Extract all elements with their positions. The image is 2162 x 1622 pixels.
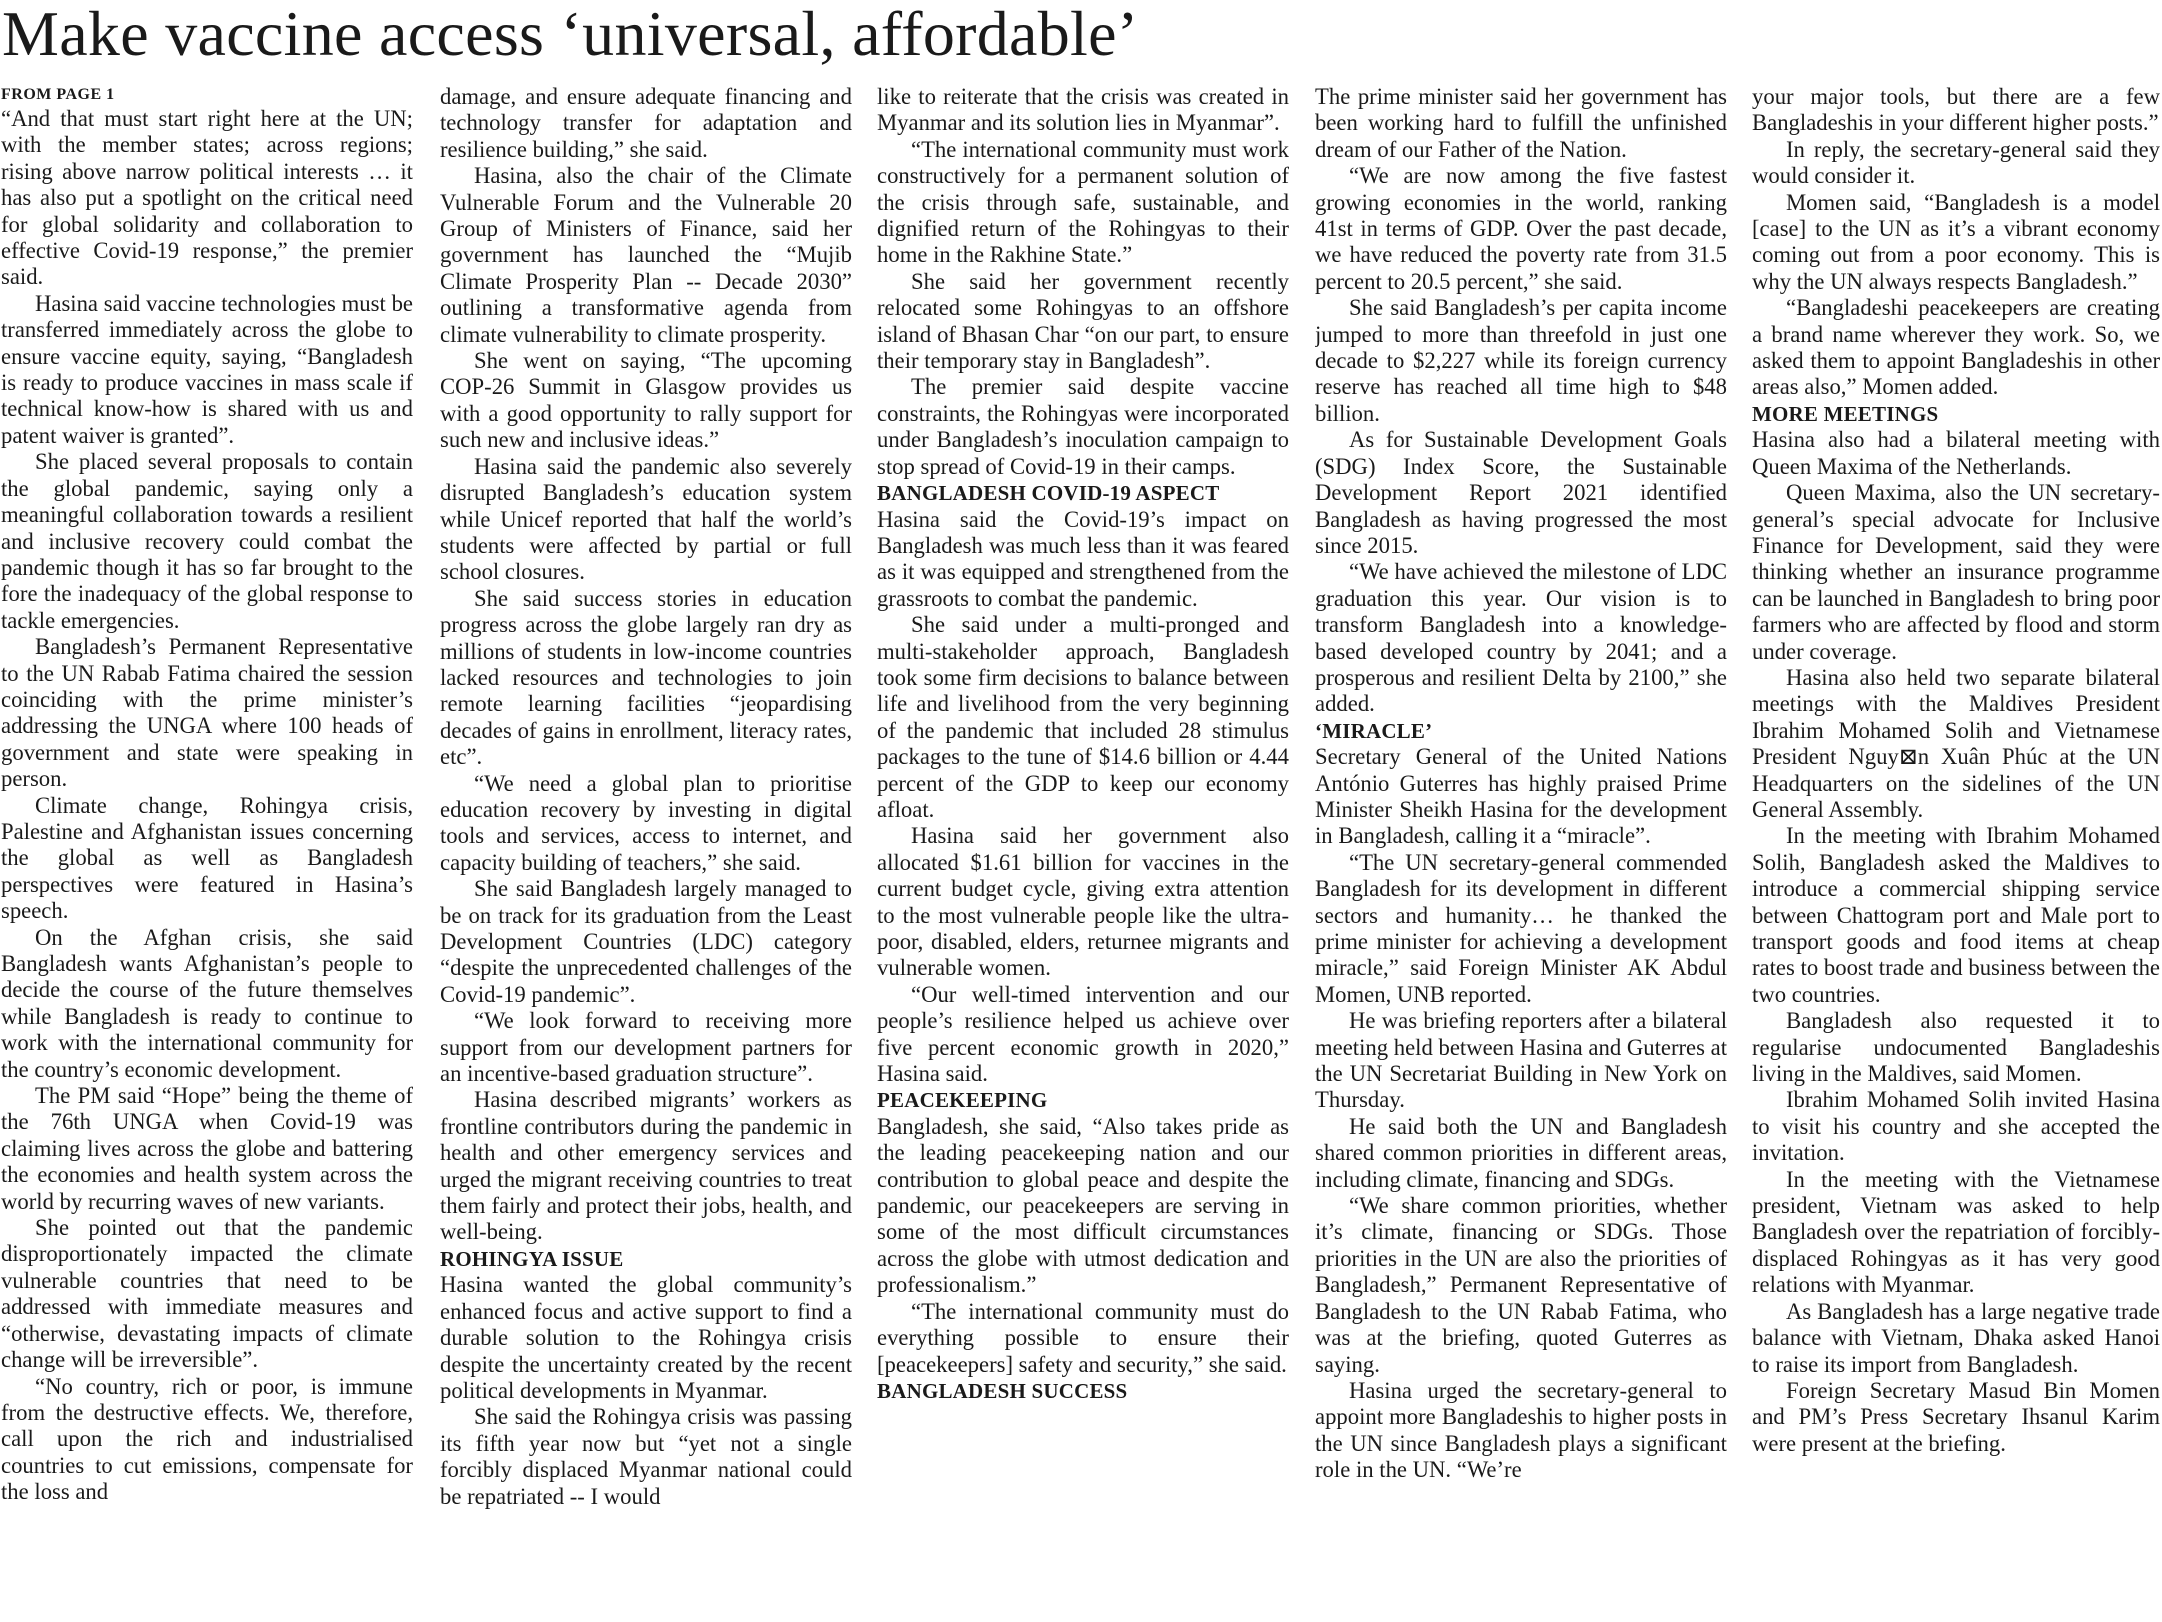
paragraph: She said Bangladesh’s per capita income jumped to more than threefold in just one decade to $2,227 while its foreign currency reserve has reached all time high to $48 billion. — [1315, 295, 1727, 426]
paragraph: Hasina described migrants’ workers as frontline contributors during the pandemic in health and other emergency services and urged the migrant receiving countries to treat them fairly and protect their jobs, health, and well-being. — [440, 1087, 852, 1245]
paragraph: “We need a global plan to prioritise education recovery by investing in digital tools and services, access to internet, and capacity building of teachers,” she said. — [440, 770, 852, 875]
paragraph: “And that must start right here at the UN; with the member states; across regions; rising above narrow political interests … it has also put a spotlight on the critical need for global solidarity and collaboration to effective Covid-19 response,” the premier said. — [1, 106, 413, 290]
paragraph: “The international community must do everything possible to ensure their [peacekeepers] safety and security,” she said. — [877, 1298, 1289, 1377]
paragraph: “We are now among the five fastest growing economies in the world, ranking 41st in terms of GDP. Over the past decade, we have reduced the poverty rate from 31.5 percent to 20.5 percent,” she said. — [1315, 163, 1727, 294]
paragraph: Hasina urged the secretary-general to appoint more Bangladeshis to higher posts in the UN since Bangladesh plays a significant role in the UN. “We’re — [1315, 1377, 1727, 1483]
paragraph: Momen said, “Bangladesh is a model [case] to the UN as it’s a vibrant economy coming out from a poor economy. This is why the UN always respects Bangladesh.” — [1752, 189, 2160, 294]
paragraph: As Bangladesh has a large negative trade balance with Vietnam, Dhaka asked Hanoi to raise its import from Bangladesh. — [1752, 1298, 2160, 1377]
section-heading-covid-aspect: BANGLADESH COVID-19 ASPECT — [877, 481, 1220, 506]
paragraph: He said both the UN and Bangladesh shared common priorities in different areas, including climate, financing and SDGs. — [1315, 1113, 1727, 1192]
paragraph: The premier said despite vaccine constraints, the Rohingyas were incorporated under Bangladesh’s inoculation campaign to stop spread of Covid-19 in their camps. — [877, 374, 1289, 479]
paragraph: damage, and ensure adequate financing and technology transfer for adaptation and resilience building,” she said. — [440, 84, 852, 162]
paragraph: She said Bangladesh largely managed to be on track for its graduation from the Least Development Countries (LDC) category “despite the unprecedented challenges of the Covid-19 pandemic”. — [440, 876, 852, 1007]
paragraph: “The UN secretary-general commended Bangladesh for its development in different sectors and humanity… he thanked the prime minister for achieving a development miracle,” said Foreign Minister AK Abdul Momen, UNB reported. — [1315, 849, 1727, 1007]
paragraph: Bangladesh, she said, “Also takes pride as the leading peacekeeping nation and our contribution to global peace and despite the pandemic, our peacekeepers are serving in some of the most difficult circumstances across the globe with utmost dedication and professionalism.” — [877, 1113, 1289, 1298]
column-4 — [1315, 84, 1727, 1620]
paragraph: In reply, the secretary-general said they would consider it. — [1752, 136, 2160, 189]
paragraph: Ibrahim Mohamed Solih invited Hasina to visit his country and she accepted the invitation. — [1752, 1087, 2160, 1166]
paragraph: “The international community must work constructively for a permanent solution of the crisis through safe, sustainable, and dignified return of the Rohingyas to their home in the Rakhine State.” — [877, 136, 1289, 268]
paragraph: She placed several proposals to contain the global pandemic, saying only a meaningful collaboration towards a resilient and inclusive recovery could combat the pandemic though it has so far brought to the fore the inadequacy of the global response to tackle emergencies. — [1, 449, 413, 633]
paragraph: Hasina said her government also allocated $1.61 billion for vaccines in the current budget cycle, giving extra attention to the most vulnerable people like the ultra-poor, disabled, elders, returnee migrants and vulnerable women. — [877, 823, 1289, 981]
column-3 — [877, 84, 1289, 1620]
paragraph: In the meeting with the Vietnamese president, Vietnam was asked to help Bangladesh over the repatriation of forcibly-displaced Rohingyas as it has very good relations with Myanmar. — [1752, 1166, 2160, 1298]
paragraph: Secretary General of the United Nations António Guterres has highly praised Prime Minister Sheikh Hasina for the development in Bangladesh, calling it a “miracle”. — [1315, 744, 1727, 849]
paragraph: She went on saying, “The upcoming COP-26 Summit in Glasgow provides us with a good opportunity to rally support for such new and inclusive ideas.” — [440, 348, 852, 453]
paragraph: The PM said “Hope” being the theme of the 76th UNGA when Covid-19 was claiming lives across the globe and battering the economies and health system across the world by recurring waves of new variants. — [1, 1083, 413, 1214]
kicker: FROM PAGE 1 — [1, 86, 115, 103]
paragraph: Bangladesh also requested it to regularise undocumented Bangladeshis living in the Maldives, said Momen. — [1752, 1008, 2160, 1087]
paragraph: Hasina said vaccine technologies must be transferred immediately across the globe to ensure vaccine equity, saying, “Bangladesh is ready to produce vaccines in mass scale if technical know-how is shared with us and patent waiver is granted”. — [1, 290, 413, 448]
paragraph: Hasina said the pandemic also severely disrupted Bangladesh’s education system while Unicef reported that half the world’s students were affected by partial or full school closures. — [440, 453, 852, 585]
paragraph: Foreign Secretary Masud Bin Momen and PM’s Press Secretary Ihsanul Karim were present at the briefing. — [1752, 1377, 2160, 1456]
paragraph: “We have achieved the milestone of LDC graduation this year. Our vision is to transform Bangladesh into a knowledge-based developed country by 2041; and a prosperous and resilient Delta by 2100,” she added. — [1315, 559, 1727, 717]
paragraph: Bangladesh’s Permanent Representative to the UN Rabab Fatima chaired the session coinciding with the prime minister’s addressing the UNGA where 100 heads of government and state were speaking in person. — [1, 634, 413, 792]
paragraph: She said her government recently relocated some Rohingyas to an offshore island of Bhasan Char “on our part, to ensure their temporary stay in Bangladesh”. — [877, 268, 1289, 374]
paragraph: She said success stories in education progress across the globe largely ran dry as millions of students in low-income countries lacked resources and technologies to join remote learning facilities “jeopardising decades of gains in enrollment, literacy rates, etc”. — [440, 585, 852, 770]
column-2 — [440, 84, 852, 1620]
paragraph: She said the Rohingya crisis was passing its fifth year now but “yet not a single forcibly displaced Myanmar national could be repatriated -- I would — [440, 1404, 852, 1509]
paragraph: “We look forward to receiving more support from our development partners for an incentive-based graduation structure”. — [440, 1008, 852, 1087]
paragraph: In the meeting with Ibrahim Mohamed Solih, Bangladesh asked the Maldives to introduce a commercial shipping service between Chattogram port and Male port to transport goods and food items at cheap rates to boost trade and business between the two countries. — [1752, 823, 2160, 1007]
paragraph: “We share common priorities, whether it’s climate, financing or SDGs. Those priorities in the UN are also the priorities of Bangladesh,” Permanent Representative of Bangladesh to the UN Rabab Fatima, who was at the briefing, quoted Guterres as saying. — [1315, 1193, 1727, 1377]
section-heading-more-meetings: MORE MEETINGS — [1752, 401, 1939, 426]
paragraph: She said under a multi-pronged and multi-stakeholder approach, Bangladesh took some firm decisions to balance between life and livelihood from the very beginning of the pandemic that included 28 stimulus packages to the tune of $14.6 billion or 4.44 percent of the GDP to keep our economy afloat. — [877, 612, 1289, 822]
paragraph: Queen Maxima, also the UN secretary-general’s special advocate for Inclusive Finance for Development, said they were thinking whether an insurance programme can be launched in Bangladesh to bring poor farmers who are affected by flood and storm under coverage. — [1752, 480, 2160, 664]
headline: Make vaccine access ‘universal, affordable’ — [2, 0, 1139, 69]
paragraph: Hasina, also the chair of the Climate Vulnerable Forum and the Vulnerable 20 Group of Ministers of Finance, said her government has launched the “Mujib Climate Prosperity Plan -- Decade 2030” outlining a transformative agenda from climate vulnerability to climate prosperity. — [440, 163, 852, 347]
paragraph: Hasina also had a bilateral meeting with Queen Maxima of the Netherlands. — [1752, 427, 2160, 479]
paragraph: He was briefing reporters after a bilateral meeting held between Hasina and Guterres at the UN Secretariat Building in New York on Thursday. — [1315, 1008, 1727, 1113]
column-1 — [1, 84, 413, 1620]
paragraph: Hasina also held two separate bilateral meetings with the Maldives President Ibrahim Mohamed Solih and Vietnamese President Nguy⊠n Xuân Phúc at the UN Headquarters on the sidelines of the UN General Assembly. — [1752, 664, 2160, 822]
paragraph: “Our well-timed intervention and our people’s resilience helped us achieve over five percent economic growth in 2020,” Hasina said. — [877, 981, 1289, 1087]
paragraph: “Bangladeshi peacekeepers are creating a brand name wherever they work. So, we asked them to appoint Bangladeshis in other areas also,” Momen added. — [1752, 295, 2160, 400]
section-heading-miracle: ‘MIRACLE’ — [1315, 718, 1433, 743]
section-heading-rohingya-issue: ROHINGYA ISSUE — [440, 1246, 624, 1271]
column-5 — [1752, 84, 2160, 1620]
paragraph: She pointed out that the pandemic disproportionately impacted the climate vulnerable countries that need to be addressed with immediate measures and “otherwise, devastating impacts of climate change will be irreversible”. — [1, 1215, 413, 1373]
paragraph: On the Afghan crisis, she said Bangladesh wants Afghanistan’s people to decide the course of the future themselves while Bangladesh is ready to continue to work with the international community for the country’s economic development. — [1, 924, 413, 1082]
section-heading-bangladesh-success: BANGLADESH SUCCESS — [877, 1378, 1128, 1403]
paragraph: Climate change, Rohingya crisis, Palestine and Afghanistan issues concerning the global as well as Bangladesh perspectives were featured in Hasina’s speech. — [1, 792, 413, 924]
paragraph: Hasina wanted the global community’s enhanced focus and active support to find a durable solution to the Rohingya crisis despite the uncertainty created by the recent political developments in Myanmar. — [440, 1272, 852, 1403]
paragraph: your major tools, but there are a few Bangladeshis in your different higher posts.” — [1752, 84, 2160, 136]
paragraph: As for Sustainable Development Goals (SDG) Index Score, the Sustainable Development Report 2021 identified Bangladesh as having progressed the most since 2015. — [1315, 427, 1727, 558]
section-heading-peacekeeping: PEACEKEEPING — [877, 1088, 1048, 1113]
paragraph: The prime minister said her government has been working hard to fulfill the unfinished dream of our Father of the Nation. — [1315, 84, 1727, 162]
paragraph: “No country, rich or poor, is immune from the destructive effects. We, therefore, call upon the rich and industrialised countries to cut emissions, compensate for the loss and — [1, 1373, 413, 1505]
paragraph: Hasina said the Covid-19’s impact on Bangladesh was much less than it was feared as it was equipped and strengthened from the grassroots to combat the pandemic. — [877, 506, 1289, 611]
paragraph: like to reiterate that the crisis was created in Myanmar and its solution lies in Myanmar”. — [877, 84, 1289, 136]
